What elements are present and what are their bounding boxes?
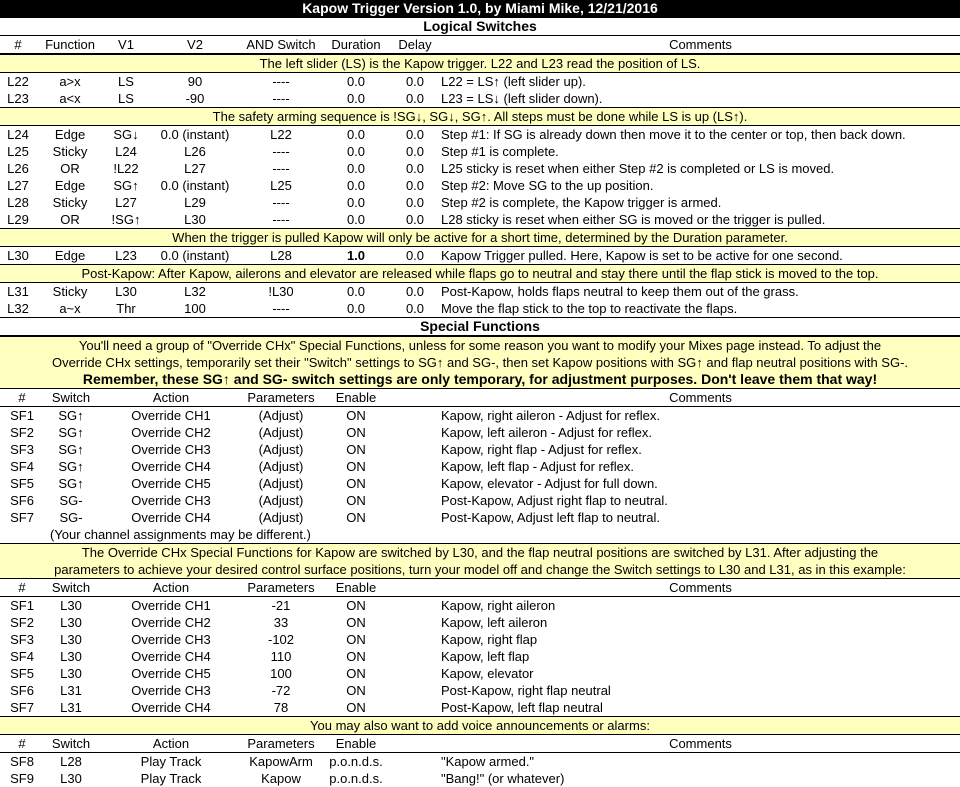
- special-function-row: [0, 770, 960, 787]
- cell-action: Override CH4: [131, 649, 211, 664]
- cell-delay: 0.0: [405, 212, 425, 227]
- cell-number: SF4: [10, 649, 34, 664]
- cell-number: L23: [7, 91, 29, 106]
- cell-number: SF6: [10, 493, 34, 508]
- cell-switch: L30: [60, 649, 82, 664]
- cell-duration: 0.0: [346, 161, 366, 176]
- cell-v2: V2: [187, 37, 203, 52]
- cell-comment: Post-Kapow, holds flaps neutral to keep them out of the grass.: [441, 284, 799, 299]
- cell-comment: "Bang!" (or whatever): [441, 771, 565, 786]
- special-function-row: [0, 631, 960, 648]
- logical-switch-row: [0, 73, 960, 90]
- cell-enable: Enable: [335, 736, 377, 751]
- cell-comment: Kapow, elevator: [441, 666, 534, 681]
- special-function-row: [0, 753, 960, 770]
- cell-delay: 0.0: [405, 144, 425, 159]
- cell-function: Edge: [54, 127, 86, 142]
- cell-enable: ON: [346, 632, 366, 647]
- cell-v2: L29: [184, 195, 206, 210]
- cell-v1: SG↑: [113, 178, 139, 193]
- cell-duration: 0.0: [346, 74, 366, 89]
- cell-comment: Kapow, right flap - Adjust for reflex.: [441, 442, 642, 457]
- cell-switch: L30: [60, 615, 82, 630]
- cell-delay: 0.0: [405, 91, 425, 106]
- cell-number: L22: [7, 74, 29, 89]
- cell-delay: 0.0: [405, 74, 425, 89]
- cell-parameters: Parameters: [247, 390, 315, 405]
- cell-action: Override CH4: [131, 700, 211, 715]
- cell-number: SF5: [10, 666, 34, 681]
- special-function-row: [0, 614, 960, 631]
- special-function-row: [0, 407, 960, 424]
- override-note-line-2: Override CHx settings, temporarily set their "Switch" settings to SG↑ and SG-, then set Kapow positions with SG↑ and flap neutral positions with SG-.: [51, 355, 909, 370]
- cell-comment: Kapow, right aileron - Adjust for reflex.: [441, 408, 660, 423]
- table-header-row: [0, 735, 960, 753]
- cell-v2: L32: [184, 284, 206, 299]
- cell-action: Action: [152, 580, 190, 595]
- cell-parameters: 100: [270, 666, 292, 681]
- cell-switch: Switch: [51, 390, 91, 405]
- cell-number: SF7: [10, 510, 34, 525]
- cell-and-switch: L22: [270, 127, 292, 142]
- special-functions-heading: Special Functions: [0, 317, 960, 336]
- cell-parameters: -102: [267, 632, 295, 647]
- cell-duration: 1.0: [346, 248, 366, 263]
- sheet-title: Kapow Trigger Version 1.0, by Miami Mike, 12/21/2016: [0, 0, 960, 17]
- special-function-row: [0, 424, 960, 441]
- cell-switch: SG↑: [58, 476, 84, 491]
- cell-v2: 0.0 (instant): [160, 178, 230, 193]
- cell-enable: ON: [346, 649, 366, 664]
- cell-parameters: Parameters: [247, 580, 315, 595]
- cell-v1: L24: [115, 144, 137, 159]
- cell-and-switch: ----: [272, 161, 290, 176]
- special-function-row: [0, 597, 960, 614]
- cell-number: #: [18, 580, 26, 595]
- cell-parameters: KapowArm: [249, 754, 313, 769]
- cell-action: Play Track: [140, 754, 202, 769]
- logical-switch-row: [0, 300, 960, 317]
- cell-v1: L27: [115, 195, 137, 210]
- cell-function: Edge: [54, 248, 86, 263]
- cell-comment: Kapow, left aileron - Adjust for reflex.: [441, 425, 652, 440]
- cell-action: Override CH1: [131, 598, 211, 613]
- special-functions-table: [0, 389, 960, 787]
- cell-v1: L23: [115, 248, 137, 263]
- cell-comment: Comments: [669, 390, 732, 405]
- switch-example-note: [0, 543, 960, 579]
- cell-v1: !L22: [113, 161, 139, 176]
- cell-and-switch: L25: [270, 178, 292, 193]
- special-function-row: [0, 665, 960, 682]
- cell-enable: ON: [346, 598, 366, 613]
- cell-enable: ON: [346, 408, 366, 423]
- cell-and-switch: ----: [272, 212, 290, 227]
- cell-delay: 0.0: [405, 178, 425, 193]
- cell-delay: 0.0: [405, 248, 425, 263]
- special-function-row: [0, 492, 960, 509]
- cell-comment: L23 = LS↓ (left slider down).: [441, 91, 603, 106]
- special-function-row: [0, 699, 960, 716]
- cell-and-switch: AND Switch: [246, 37, 316, 52]
- cell-duration: 0.0: [346, 91, 366, 106]
- cell-number: L29: [7, 212, 29, 227]
- cell-switch: L30: [60, 666, 82, 681]
- cell-v1: !SG↑: [111, 212, 141, 227]
- cell-number: SF3: [10, 442, 34, 457]
- duration-note: When the trigger is pulled Kapow will only be active for a short time, determined by the Duration parameter.: [0, 228, 960, 247]
- post-kapow-note: Post-Kapow: After Kapow, ailerons and elevator are released while flaps go to neutral and stay there until the flap stick is moved to the top.: [0, 264, 960, 283]
- logical-switch-row: [0, 160, 960, 177]
- cell-number: L30: [7, 248, 29, 263]
- cell-v1: LS: [118, 74, 134, 89]
- logical-switch-row: [0, 90, 960, 107]
- cell-comment: Comments: [669, 37, 732, 52]
- cell-v1: SG↓: [113, 127, 139, 142]
- cell-comment: L28 sticky is reset when either SG is moved or the trigger is pulled.: [441, 212, 826, 227]
- trigger-note: The left slider (LS) is the Kapow trigger. L22 and L23 read the position of LS.: [0, 54, 960, 73]
- cell-function: OR: [60, 212, 80, 227]
- cell-comment: Kapow, right flap: [441, 632, 538, 647]
- cell-number: SF6: [10, 683, 34, 698]
- cell-enable: ON: [346, 425, 366, 440]
- cell-v1: LS: [118, 91, 134, 106]
- special-function-row: [0, 509, 960, 526]
- cell-action: Override CH5: [131, 666, 211, 681]
- cell-function: Edge: [54, 178, 86, 193]
- cell-comment: Post-Kapow, Adjust right flap to neutral.: [441, 493, 668, 508]
- cell-switch: SG-: [59, 510, 83, 525]
- cell-function: Sticky: [52, 284, 88, 299]
- cell-number: SF7: [10, 700, 34, 715]
- cell-v1: V1: [118, 37, 134, 52]
- cell-and-switch: ----: [272, 195, 290, 210]
- cell-enable: Enable: [335, 580, 377, 595]
- cell-action: Action: [152, 736, 190, 751]
- cell-enable: ON: [346, 442, 366, 457]
- logical-switch-row: [0, 126, 960, 143]
- cell-parameters: (Adjust): [258, 476, 304, 491]
- cell-parameters: 33: [273, 615, 289, 630]
- cell-delay: 0.0: [405, 127, 425, 142]
- cell-switch: L30: [60, 598, 82, 613]
- cell-parameters: (Adjust): [258, 493, 304, 508]
- cell-and-switch: L28: [270, 248, 292, 263]
- cell-parameters: 78: [273, 700, 289, 715]
- cell-and-switch: ----: [272, 91, 290, 106]
- cell-switch: L28: [60, 754, 82, 769]
- cell-switch: SG↑: [58, 442, 84, 457]
- cell-function: a~x: [59, 301, 81, 316]
- cell-comment: Kapow, right aileron: [441, 598, 556, 613]
- cell-v2: L30: [184, 212, 206, 227]
- cell-switch: Switch: [51, 580, 91, 595]
- cell-function: a>x: [59, 74, 81, 89]
- cell-comment: L25 sticky is reset when either Step #2 is completed or LS is moved.: [441, 161, 835, 176]
- cell-number: L26: [7, 161, 29, 176]
- cell-enable: ON: [346, 666, 366, 681]
- cell-switch: L30: [60, 632, 82, 647]
- cell-number: #: [18, 390, 26, 405]
- cell-action: Override CH3: [131, 493, 211, 508]
- cell-v2: 0.0 (instant): [160, 248, 230, 263]
- logical-switch-row: [0, 247, 960, 264]
- cell-delay: Delay: [398, 37, 432, 52]
- cell-number: L28: [7, 195, 29, 210]
- cell-comment: Comments: [669, 580, 732, 595]
- table-header-row: [0, 389, 960, 407]
- cell-number: SF2: [10, 615, 34, 630]
- cell-comment: Kapow, elevator - Adjust for full down.: [441, 476, 658, 491]
- cell-comment: Post-Kapow, right flap neutral: [441, 683, 611, 698]
- cell-action: Override CH1: [131, 408, 211, 423]
- cell-duration: 0.0: [346, 212, 366, 227]
- cell-parameters: 110: [270, 649, 292, 664]
- cell-delay: 0.0: [405, 301, 425, 316]
- cell-duration: 0.0: [346, 284, 366, 299]
- cell-v1: L30: [115, 284, 137, 299]
- override-note: [0, 336, 960, 389]
- cell-action: Override CH3: [131, 632, 211, 647]
- cell-number: L25: [7, 144, 29, 159]
- cell-action: Override CH3: [131, 442, 211, 457]
- cell-duration: Duration: [331, 37, 381, 52]
- cell-delay: 0.0: [405, 195, 425, 210]
- cell-comment: Kapow, left flap: [441, 649, 530, 664]
- cell-parameters: -21: [271, 598, 291, 613]
- logical-switch-row: [0, 177, 960, 194]
- cell-switch: L31: [60, 683, 82, 698]
- cell-comment: L22 = LS↑ (left slider up).: [441, 74, 586, 89]
- logical-switch-row: [0, 194, 960, 211]
- cell-function: Function: [45, 37, 95, 52]
- cell-switch: Switch: [51, 736, 91, 751]
- cell-v2: -90: [185, 91, 205, 106]
- cell-enable: ON: [346, 459, 366, 474]
- cell-enable: ON: [346, 493, 366, 508]
- cell-v2: 0.0 (instant): [160, 127, 230, 142]
- logical-switch-row: [0, 283, 960, 300]
- cell-parameters: -72: [271, 683, 291, 698]
- cell-switch: SG↑: [58, 459, 84, 474]
- cell-enable: ON: [346, 510, 366, 525]
- cell-action: Action: [152, 390, 190, 405]
- cell-action: Override CH4: [131, 510, 211, 525]
- cell-delay: 0.0: [405, 161, 425, 176]
- override-note-line-1: You'll need a group of "Override CHx" Special Functions, unless for some reason you want to modify your Mixes page instead. To adjust the: [78, 338, 882, 353]
- cell-duration: 0.0: [346, 127, 366, 142]
- cell-enable: ON: [346, 683, 366, 698]
- cell-comment: Kapow, left aileron: [441, 615, 548, 630]
- switch-example-note-line-1: The Override CHx Special Functions for Kapow are switched by L30, and the flap neutral positions are switched by L31. After adjusting the: [81, 545, 879, 560]
- cell-number: SF4: [10, 459, 34, 474]
- cell-enable: p.o.n.d.s.: [329, 754, 383, 769]
- special-function-row: [0, 682, 960, 699]
- cell-number: L24: [7, 127, 29, 142]
- cell-comment: Post-Kapow, left flap neutral: [441, 700, 603, 715]
- cell-function: OR: [60, 161, 80, 176]
- cell-number: #: [18, 736, 26, 751]
- cell-comment: Step #1: If SG is already down then move it to the center or top, then back down.: [441, 127, 906, 142]
- cell-duration: 0.0: [346, 195, 366, 210]
- cell-v1: Thr: [116, 301, 136, 316]
- cell-comment: Move the flap stick to the top to reactivate the flaps.: [441, 301, 738, 316]
- logical-switch-row: [0, 143, 960, 160]
- cell-parameters: Parameters: [247, 736, 315, 751]
- cell-number: SF3: [10, 632, 34, 647]
- override-note-warning: Remember, these SG↑ and SG- switch settings are only temporary, for adjustment purposes. Don't leave them that way!: [82, 371, 878, 387]
- cell-comment: Post-Kapow, Adjust left flap to neutral.: [441, 510, 660, 525]
- logical-switches-table: [0, 36, 960, 317]
- cell-v2: 100: [184, 301, 206, 316]
- cell-duration: 0.0: [346, 301, 366, 316]
- cell-function: a<x: [59, 91, 81, 106]
- cell-parameters: (Adjust): [258, 442, 304, 457]
- cell-switch: SG-: [59, 493, 83, 508]
- cell-v2: L27: [184, 161, 206, 176]
- cell-number: L31: [7, 284, 29, 299]
- cell-comment: Kapow, left flap - Adjust for reflex.: [441, 459, 634, 474]
- cell-comment: Step #2 is complete, the Kapow trigger is armed.: [441, 195, 722, 210]
- cell-number: SF9: [10, 771, 34, 786]
- cell-switch: SG↑: [58, 408, 84, 423]
- cell-switch: SG↑: [58, 425, 84, 440]
- cell-duration: 0.0: [346, 144, 366, 159]
- cell-delay: 0.0: [405, 284, 425, 299]
- cell-comment: Step #1 is complete.: [441, 144, 559, 159]
- cell-duration: 0.0: [346, 178, 366, 193]
- special-function-row: [0, 648, 960, 665]
- cell-number: L32: [7, 301, 29, 316]
- cell-comment: "Kapow armed.": [441, 754, 535, 769]
- cell-and-switch: ----: [272, 301, 290, 316]
- special-function-row: [0, 475, 960, 492]
- cell-comment: Kapow Trigger pulled. Here, Kapow is set to be active for one second.: [441, 248, 843, 263]
- switch-example-note-line-2: parameters to achieve your desired control surface positions, turn your model off and change the Switch settings to L30 and L31, as in this example:: [54, 562, 906, 577]
- cell-number: SF5: [10, 476, 34, 491]
- cell-parameters: (Adjust): [258, 425, 304, 440]
- cell-enable: ON: [346, 615, 366, 630]
- logical-switches-heading: Logical Switches: [0, 17, 960, 36]
- cell-number: L27: [7, 178, 29, 193]
- cell-action: Override CH4: [131, 459, 211, 474]
- cell-comment: Comments: [669, 736, 732, 751]
- cell-parameters: (Adjust): [258, 459, 304, 474]
- cell-switch: L30: [60, 771, 82, 786]
- special-function-row: [0, 458, 960, 475]
- cell-enable: Enable: [335, 390, 377, 405]
- logical-switch-row: [0, 211, 960, 228]
- cell-enable: ON: [346, 476, 366, 491]
- cell-function: Sticky: [52, 195, 88, 210]
- table-header-row: [0, 36, 960, 54]
- cell-number: SF2: [10, 425, 34, 440]
- table-header-row: [0, 579, 960, 597]
- arming-note: The safety arming sequence is !SG↓, SG↓, SG↑. All steps must be done while LS is up (LS↑).: [0, 107, 960, 126]
- special-function-row: [0, 441, 960, 458]
- cell-and-switch: !L30: [268, 284, 294, 299]
- cell-enable: p.o.n.d.s.: [329, 771, 383, 786]
- cell-number: SF1: [10, 408, 34, 423]
- cell-action: Override CH3: [131, 683, 211, 698]
- cell-number: SF8: [10, 754, 34, 769]
- cell-and-switch: ----: [272, 74, 290, 89]
- cell-action: Override CH5: [131, 476, 211, 491]
- voice-alarm-note: You may also want to add voice announcements or alarms:: [0, 716, 960, 735]
- cell-function: Sticky: [52, 144, 88, 159]
- channel-assignment-note: (Your channel assignments may be different.): [50, 527, 311, 542]
- cell-action: Play Track: [140, 771, 202, 786]
- cell-v2: L26: [184, 144, 206, 159]
- cell-enable: ON: [346, 700, 366, 715]
- cell-and-switch: ----: [272, 144, 290, 159]
- cell-switch: L31: [60, 700, 82, 715]
- cell-number: SF1: [10, 598, 34, 613]
- cell-parameters: (Adjust): [258, 408, 304, 423]
- cell-action: Override CH2: [131, 615, 211, 630]
- cell-action: Override CH2: [131, 425, 211, 440]
- cell-parameters: (Adjust): [258, 510, 304, 525]
- cell-number: #: [14, 37, 22, 52]
- cell-parameters: Kapow: [261, 771, 301, 786]
- cell-comment: Step #2: Move SG to the up position.: [441, 178, 654, 193]
- cell-v2: 90: [187, 74, 203, 89]
